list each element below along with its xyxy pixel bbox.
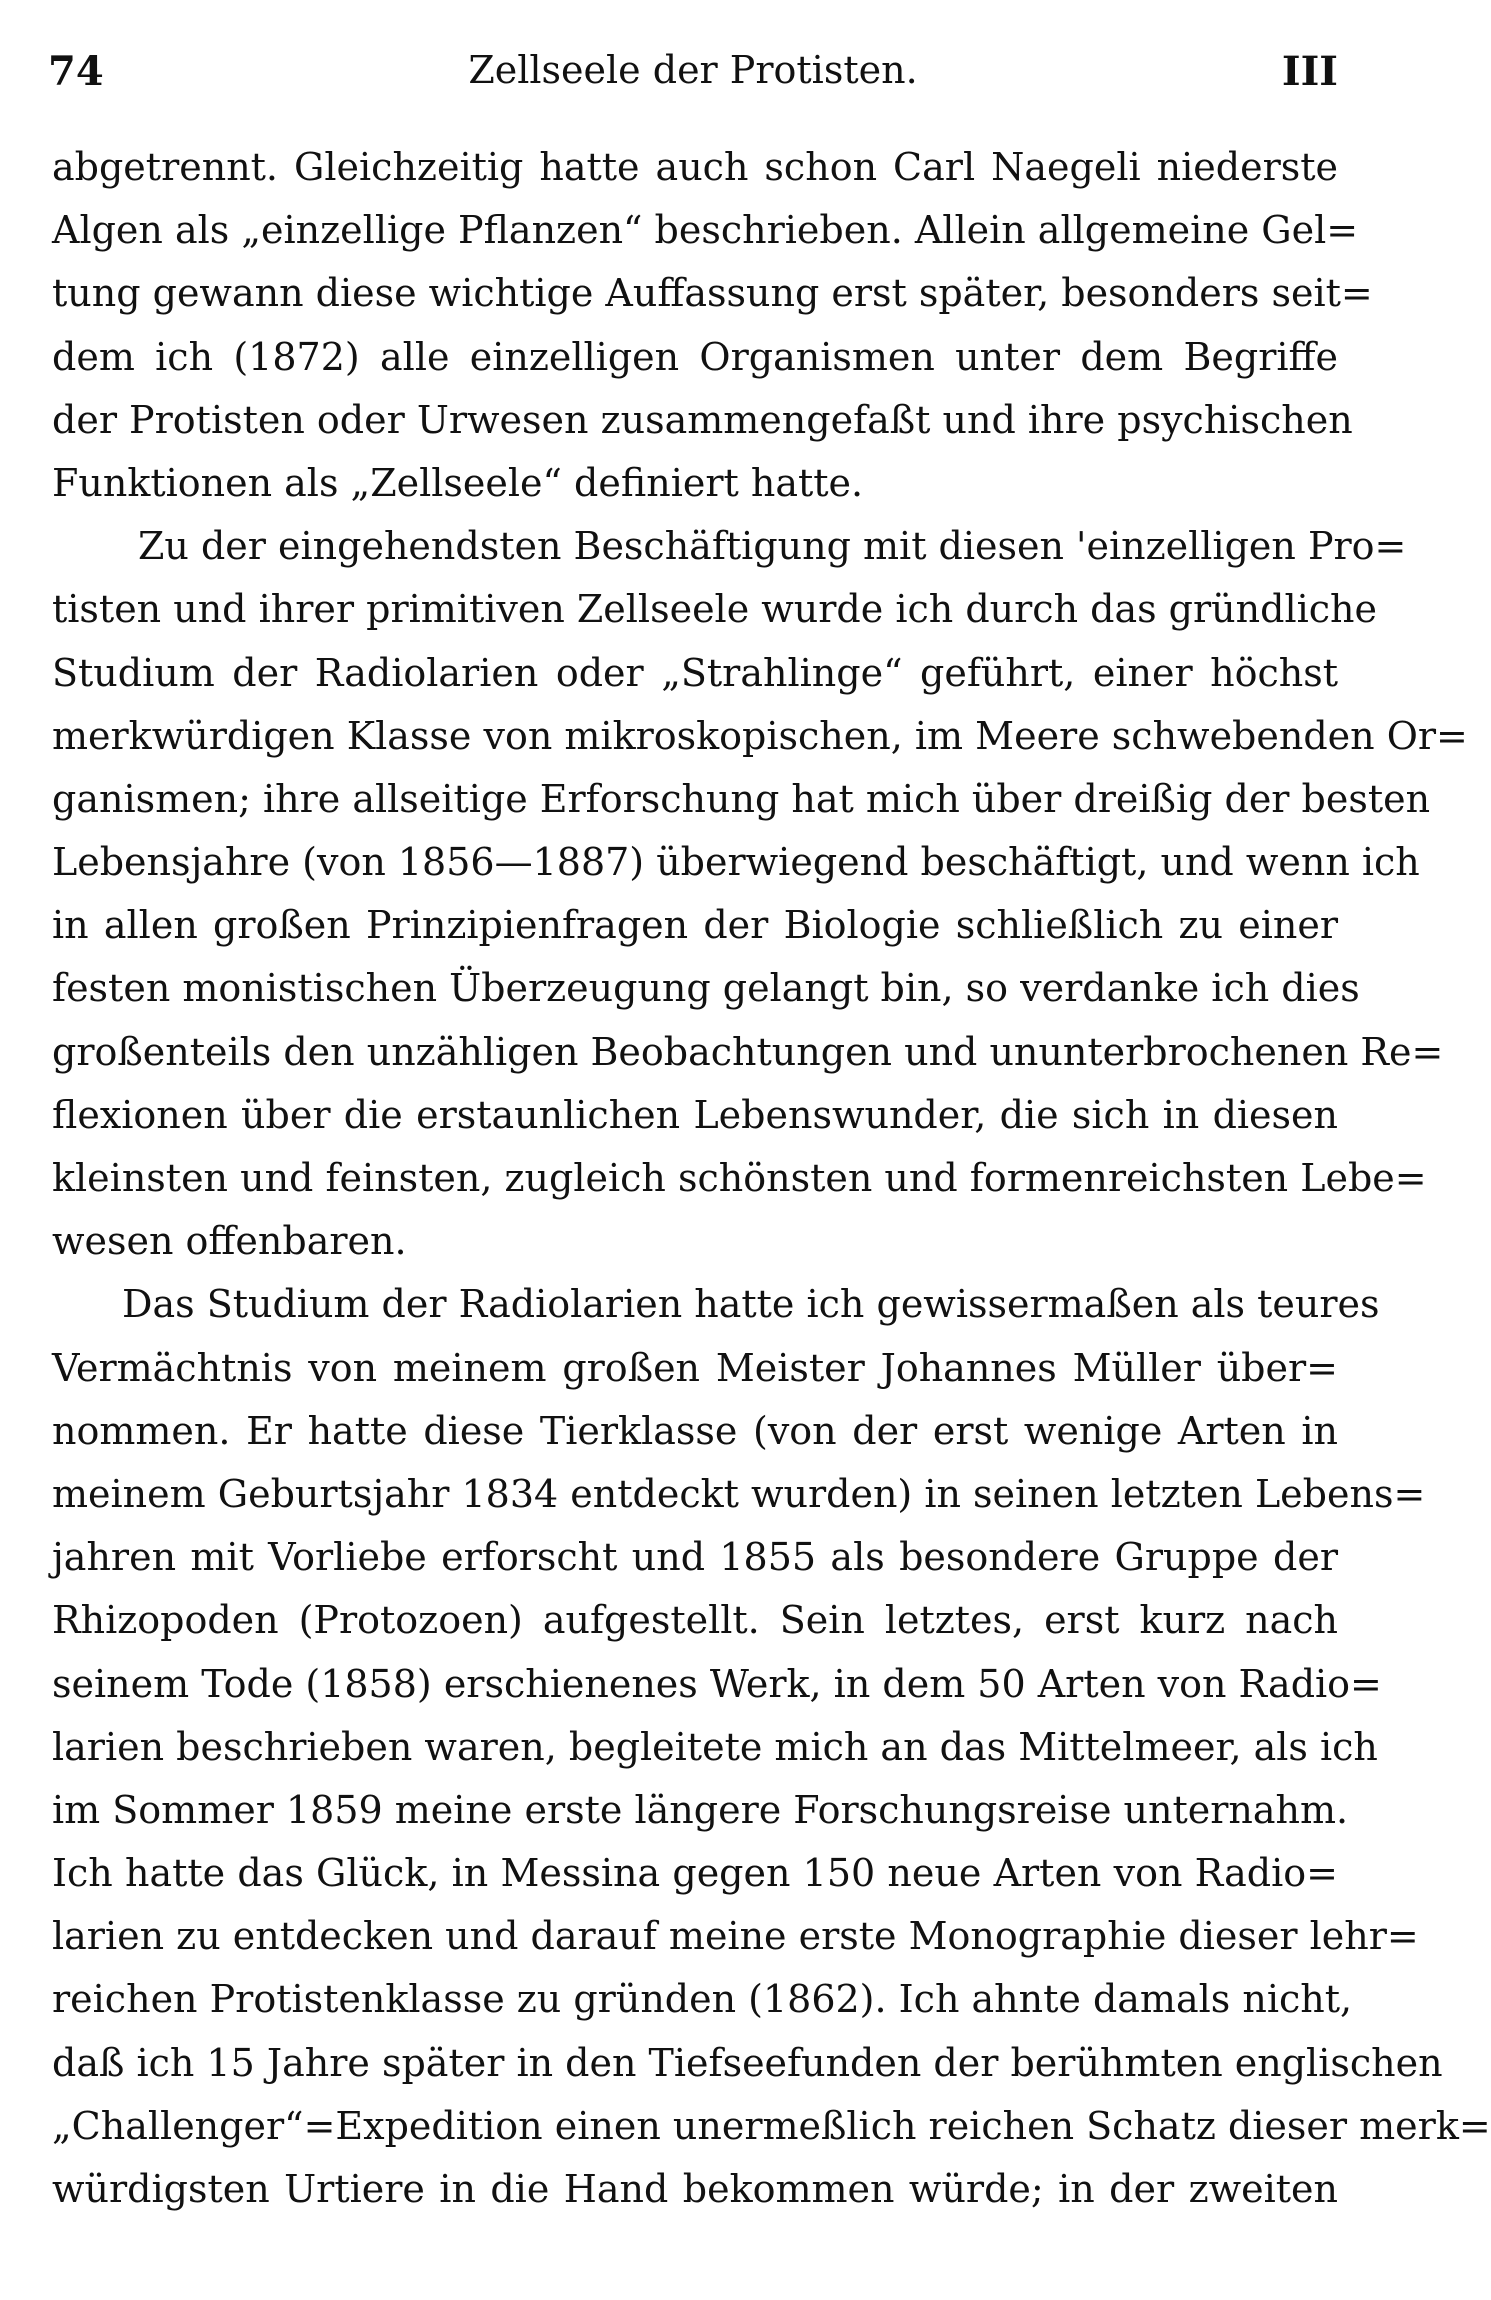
text-line: nommen. Er hatte diese Tierklasse (von der erst wenige Arten in bbox=[52, 1408, 1338, 1453]
text-line: im Sommer 1859 meine erste längere Forschungsreise unternahm. bbox=[52, 1787, 1349, 1832]
text-line: Rhizopoden (Protozoen) aufgestellt. Sein letztes, erst kurz nach bbox=[52, 1598, 1338, 1643]
text-line: Zu der eingehendsten Beschäftigung mit diesen 'einzelligen Pro= bbox=[138, 524, 1407, 569]
running-title: Zellseele der Protisten. bbox=[468, 48, 918, 92]
text-line: festen monistischen Überzeugung gelangt bin, so verdanke ich dies bbox=[52, 966, 1360, 1011]
text-line: Lebensjahre (von 1856—1887) überwiegend beschäftigt, und wenn ich bbox=[52, 840, 1420, 885]
text-line: wesen offenbaren. bbox=[52, 1219, 407, 1264]
section-number: III bbox=[1281, 48, 1338, 95]
text-line: würdigsten Urtiere in die Hand bekommen würde; in der zweiten bbox=[52, 2167, 1338, 2211]
text-line: Vermächtnis von meinem großen Meister Johannes Müller über= bbox=[52, 1345, 1338, 1390]
text-line: in allen großen Prinzipienfragen der Biologie schließlich zu einer bbox=[52, 903, 1338, 948]
text-line: großenteils den unzähligen Beobachtungen und ununterbrochenen Re= bbox=[52, 1029, 1444, 1074]
text-line: tisten und ihrer primitiven Zellseele wurde ich durch das gründliche bbox=[52, 587, 1377, 632]
text-line: Studium der Radiolarien oder „Strahlinge“ geführt, einer höchst bbox=[52, 650, 1338, 695]
text-line: seinem Tode (1858) erschienenes Werk, in dem 50 Arten von Radio= bbox=[52, 1661, 1382, 1706]
paragraph bbox=[52, 136, 1373, 515]
text-line: larien zu entdecken und darauf meine erste Monographie dieser lehr= bbox=[52, 1914, 1419, 1959]
page-header bbox=[48, 40, 1338, 110]
text-line: „Challenger“=Expedition einen unermeßlich reichen Schatz dieser merk= bbox=[52, 2103, 1491, 2148]
text-line: Funktionen als „Zellseele“ definiert hatte. bbox=[52, 460, 864, 505]
text-line: larien beschrieben waren, begleitete mich an das Mittelmeer, als ich bbox=[52, 1724, 1378, 1769]
body-text bbox=[52, 136, 1491, 2221]
text-line: ganismen; ihre allseitige Erforschung hat mich über dreißig der besten bbox=[52, 776, 1431, 821]
paragraph bbox=[52, 1273, 1491, 2221]
text-line: dem ich (1872) alle einzelligen Organismen unter dem Begriffe bbox=[52, 334, 1338, 379]
text-line: flexionen über die erstaunlichen Lebenswunder, die sich in diesen bbox=[52, 1092, 1338, 1137]
text-line: Das Studium der Radiolarien hatte ich gewissermaßen als teures bbox=[122, 1282, 1380, 1327]
text-line: tung gewann diese wichtige Auffassung erst später, besonders seit= bbox=[52, 271, 1373, 316]
text-line: kleinsten und feinsten, zugleich schönsten und formenreichsten Lebe= bbox=[52, 1156, 1427, 1200]
text-line: Algen als „einzellige Pflanzen“ beschrieben. Allein allgemeine Gel= bbox=[52, 208, 1359, 253]
paragraph bbox=[52, 515, 1468, 1273]
text-line: reichen Protistenklasse zu gründen (1862). Ich ahnte damals nicht, bbox=[52, 1977, 1353, 2022]
text-line: jahren mit Vorliebe erforscht und 1855 als besondere Gruppe der bbox=[52, 1535, 1338, 1580]
text-line: Ich hatte das Glück, in Messina gegen 150 neue Arten von Radio= bbox=[52, 1851, 1338, 1896]
text-line: der Protisten oder Urwesen zusammengefaßt und ihre psychischen bbox=[52, 397, 1353, 442]
text-line: abgetrennt. Gleichzeitig hatte auch schon Carl Naegeli niederste bbox=[52, 145, 1338, 189]
text-line: meinem Geburtsjahr 1834 entdeckt wurden) in seinen letzten Lebens= bbox=[52, 1471, 1426, 1516]
text-line: daß ich 15 Jahre später in den Tiefseefunden der berühmten englischen bbox=[52, 2040, 1443, 2085]
page-number: 74 bbox=[48, 48, 104, 95]
text-line: merkwürdigen Klasse von mikroskopischen, im Meere schwebenden Or= bbox=[52, 713, 1468, 758]
